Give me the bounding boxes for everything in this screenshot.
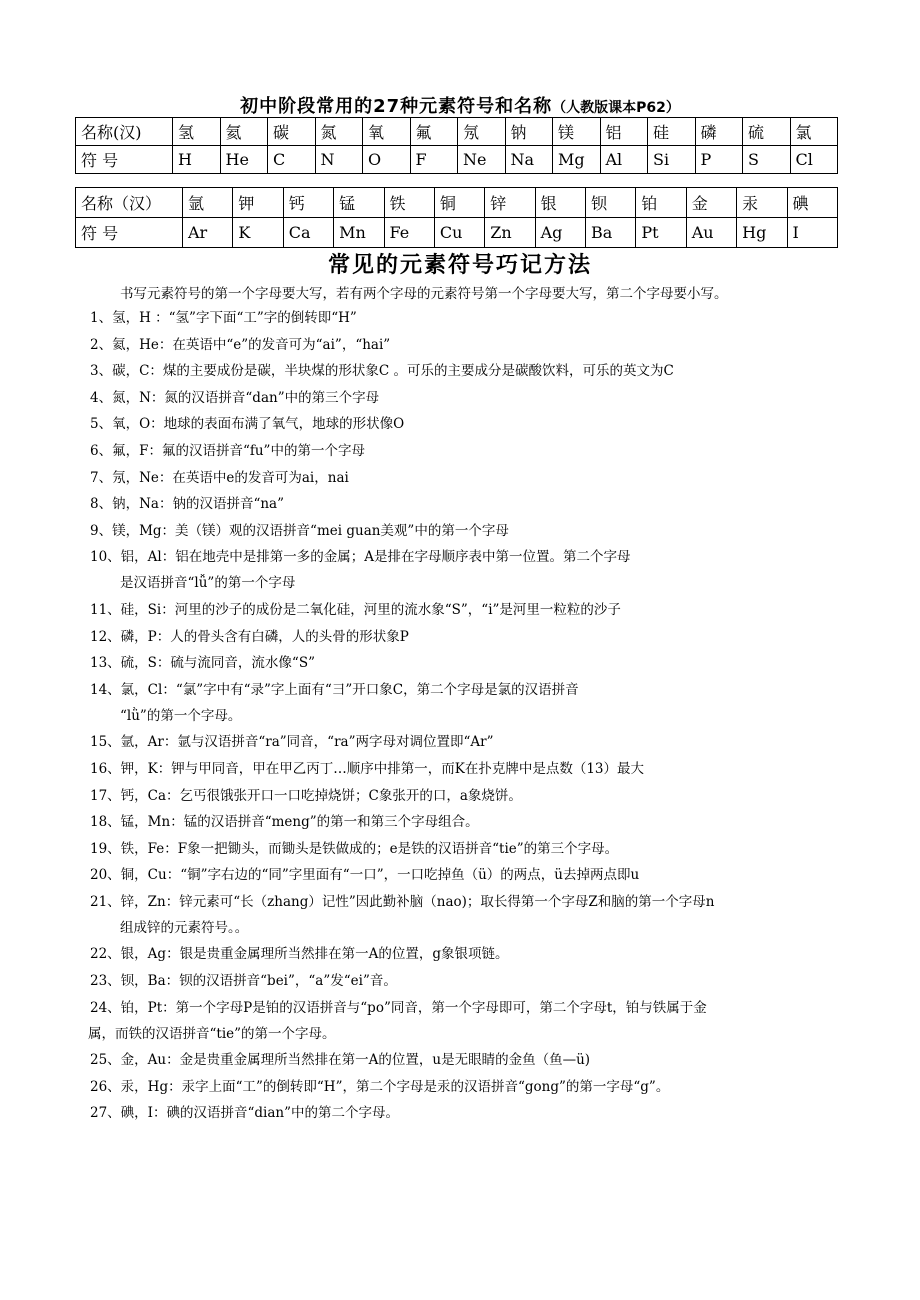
table-cell: H xyxy=(173,146,221,174)
table-cell: Na xyxy=(505,146,553,174)
table-cell: Ne xyxy=(458,146,506,174)
table-cell: 钡 xyxy=(586,188,636,218)
table-cell: 氦 xyxy=(220,118,268,146)
table-cell: 铁 xyxy=(384,188,434,218)
list-item xyxy=(90,336,835,354)
list-item xyxy=(90,469,835,487)
list-item xyxy=(90,442,835,460)
list-item-text: 23、钡，Ba：钡的汉语拼音“bei”，“a”发“ei”音。 xyxy=(90,973,397,990)
table-cell: Zn xyxy=(485,218,535,248)
table-cell: Hg xyxy=(737,218,787,248)
title-sub: （人教版课本P62） xyxy=(552,100,680,116)
table-cell: 硫 xyxy=(743,118,791,146)
table-cell: 氩 xyxy=(183,188,233,218)
table-cell: Mn xyxy=(334,218,384,248)
list-item-continuation: “lǜ”的第一个字母。 xyxy=(120,707,242,724)
list-item-text: 14、氯，Cl：“氯”字中有“录”字上面有“彐”开口象C，第二个字母是氯的汉语拼音 xyxy=(90,681,579,698)
table-header-symbol: 符 号 xyxy=(76,146,173,174)
title-main: 初中阶段常用的27种元素符号和名称 xyxy=(240,96,553,117)
table-cell: Cl xyxy=(790,146,838,174)
list-item-text: 26、汞，Hg：汞字上面“工”的倒转即“H”，第二个字母是汞的汉语拼音“gong”的第一字母“g”。 xyxy=(90,1078,670,1095)
list-item-text: 11、硅，Si：河里的沙子的成份是二氧化硅，河里的流水象“S”，“i”是河里一粒粒的沙子 xyxy=(90,601,621,618)
table-cell: 锌 xyxy=(485,188,535,218)
list-item-continuation: 是汉语拼音“lǚ”的第一个字母 xyxy=(120,575,296,592)
table-cell: 磷 xyxy=(695,118,743,146)
list-item xyxy=(90,389,835,407)
table-header-name: 名称（汉） xyxy=(76,188,183,218)
table-cell: 氧 xyxy=(363,118,411,146)
table-cell: Ca xyxy=(283,218,333,248)
list-item xyxy=(90,787,835,805)
table-cell: 硅 xyxy=(648,118,696,146)
table-row-symbols xyxy=(76,218,838,248)
list-item xyxy=(90,840,835,858)
list-item-text: 1、氢，H ：“氢”字下面“工”字的倒转即“H” xyxy=(90,310,357,326)
list-item-text: 3、碳，C：煤的主要成份是碳，半块煤的形状象C 。可乐的主要成分是碳酸饮料，可乐的英文为C xyxy=(90,363,674,380)
table-cell: 金 xyxy=(686,188,736,218)
table-cell: 镁 xyxy=(553,118,601,146)
table-cell: N xyxy=(315,146,363,174)
list-item xyxy=(90,415,835,433)
list-item xyxy=(90,893,835,937)
list-item xyxy=(90,972,835,990)
table-cell: Fe xyxy=(384,218,434,248)
table-cell: Ag xyxy=(535,218,585,248)
list-item xyxy=(90,362,835,380)
table-cell: Ba xyxy=(586,218,636,248)
list-item xyxy=(90,813,835,831)
list-item-text: 8、钠，Na：钠的汉语拼音“na” xyxy=(90,496,284,513)
table-cell: 汞 xyxy=(737,188,787,218)
list-item xyxy=(90,601,835,619)
list-item-text: 4、氮，N：氮的汉语拼音“dan”中的第三个字母 xyxy=(90,389,380,406)
list-item-text: 19、铁，Fe：F象一把锄头，而锄头是铁做成的；e是铁的汉语拼音“tie”的第三个字母。 xyxy=(90,840,619,857)
mnemonic-list xyxy=(90,309,835,1131)
table-cell: C xyxy=(268,146,316,174)
table-cell: Pt xyxy=(636,218,686,248)
table-cell: Al xyxy=(600,146,648,174)
intro-paragraph: 书写元素符号的第一个字母要大写，若有两个字母的元素符号第一个字母要大写，第二个字母要小写。 xyxy=(120,286,728,302)
list-item xyxy=(90,1078,835,1096)
list-item-text: 18、锰，Mn：锰的汉语拼音“meng”的第一和第三个字母组合。 xyxy=(90,814,479,831)
list-item-text: 16、钾，K：钾与甲同音，甲在甲乙丙丁…顺序中排第一，而K在扑克牌中是点数（13）最大 xyxy=(90,760,645,777)
list-item xyxy=(90,522,835,540)
list-item-text: 7、氖，Ne：在英语中e的发音可为ai，nai xyxy=(90,469,349,486)
table-cell: 碳 xyxy=(268,118,316,146)
table-cell: 铂 xyxy=(636,188,686,218)
list-item-text: 15、氩，Ar：氩与汉语拼音“ra”同音，“ra”两字母对调位置即“Ar” xyxy=(90,734,494,751)
list-item xyxy=(90,548,835,592)
table-cell: 银 xyxy=(535,188,585,218)
list-item-text: 25、金，Au：金是贵重金属理所当然排在第一A的位置，u是无眼睛的金鱼（鱼—ü) xyxy=(90,1052,591,1069)
list-item-text: 10、铝，Al：铝在地壳中是排第一多的金属；A是排在字母顺序表中第一位置。第二个字母 xyxy=(90,549,631,566)
element-table-1 xyxy=(75,117,838,174)
table-cell: He xyxy=(220,146,268,174)
list-item-text: 27、碘，I：碘的汉语拼音“dian”中的第二个字母。 xyxy=(90,1105,400,1122)
table-cell: 钠 xyxy=(505,118,553,146)
table-cell: 锰 xyxy=(334,188,384,218)
table-header-name: 名称(汉) xyxy=(76,118,173,146)
list-item xyxy=(90,681,835,725)
list-item xyxy=(90,495,835,513)
list-item xyxy=(90,654,835,672)
list-item xyxy=(90,760,835,778)
list-item xyxy=(90,999,835,1043)
table-cell: O xyxy=(363,146,411,174)
table-cell: S xyxy=(743,146,791,174)
list-item xyxy=(90,1051,835,1069)
list-item xyxy=(90,309,835,327)
table-row-names xyxy=(76,188,838,218)
table-cell: Si xyxy=(648,146,696,174)
table-row-names xyxy=(76,118,838,146)
table-cell: 铝 xyxy=(600,118,648,146)
table-cell: 氮 xyxy=(315,118,363,146)
list-item xyxy=(90,628,835,646)
table-row-symbols xyxy=(76,146,838,174)
list-item-text: 24、铂，Pt：第一个字母P是铂的汉语拼音与“po”同音，第一个字母即可，第二个字母t，铂与铁属于金 xyxy=(90,999,707,1016)
table-cell: Cu xyxy=(434,218,484,248)
table-cell: 氟 xyxy=(410,118,458,146)
list-item-continuation: 属，而铁的汉语拼音“tie”的第一个字母。 xyxy=(88,1025,336,1042)
list-item xyxy=(90,866,835,884)
table-cell: 铜 xyxy=(434,188,484,218)
table-cell: 氯 xyxy=(790,118,838,146)
table-cell: 氖 xyxy=(458,118,506,146)
table-cell: 碘 xyxy=(787,188,838,218)
list-item-text: 21、锌，Zn：锌元素可“长（zhang）记性”因此勤补脑（nao)；取长得第一个字母Z和脑的第一个字母n xyxy=(90,893,715,910)
page-title xyxy=(0,92,920,118)
table-cell: Au xyxy=(686,218,736,248)
table-header-symbol: 符 号 xyxy=(76,218,183,248)
list-item-continuation: 组成锌的元素符号。。 xyxy=(120,919,249,936)
table-cell: P xyxy=(695,146,743,174)
list-item-text: 13、硫，S：硫与流同音，流水像“S” xyxy=(90,655,315,672)
table-cell: K xyxy=(233,218,283,248)
table-cell: 钙 xyxy=(283,188,333,218)
list-item-text: 9、镁，Mg：美（镁）观的汉语拼音“mei guan美观”中的第一个字母 xyxy=(90,522,509,539)
table-cell: Mg xyxy=(553,146,601,174)
element-table-2 xyxy=(75,187,838,248)
list-item xyxy=(90,945,835,963)
section-title: 常见的元素符号巧记方法 xyxy=(327,253,592,278)
list-item-text: 2、氦，He：在英语中“e”的发音可为“ai”，“hai” xyxy=(90,336,391,353)
list-item xyxy=(90,733,835,751)
list-item xyxy=(90,1104,835,1122)
table-cell: 钾 xyxy=(233,188,283,218)
table-cell: I xyxy=(787,218,838,248)
table-cell: Ar xyxy=(183,218,233,248)
table-cell: F xyxy=(410,146,458,174)
list-item-text: 20、铜，Cu：“铜”字右边的“同”字里面有“一口”，一口吃掉鱼（ü）的两点，ü去掉两点即u xyxy=(90,867,640,884)
table-cell: 氢 xyxy=(173,118,221,146)
list-item-text: 17、钙，Ca：乞丐很饿张开口一口吃掉烧饼；C象张开的口，a象烧饼。 xyxy=(90,787,522,804)
list-item-text: 22、银，Ag：银是贵重金属理所当然排在第一A的位置，g象银项链。 xyxy=(90,946,509,963)
list-item-text: 6、氟，F：氟的汉语拼音“fu”中的第一个字母 xyxy=(90,442,365,459)
list-item-text: 12、磷，P：人的骨头含有白磷，人的头骨的形状象P xyxy=(90,628,409,645)
list-item-text: 5、氧，O：地球的表面布满了氧气，地球的形状像O xyxy=(90,416,405,433)
